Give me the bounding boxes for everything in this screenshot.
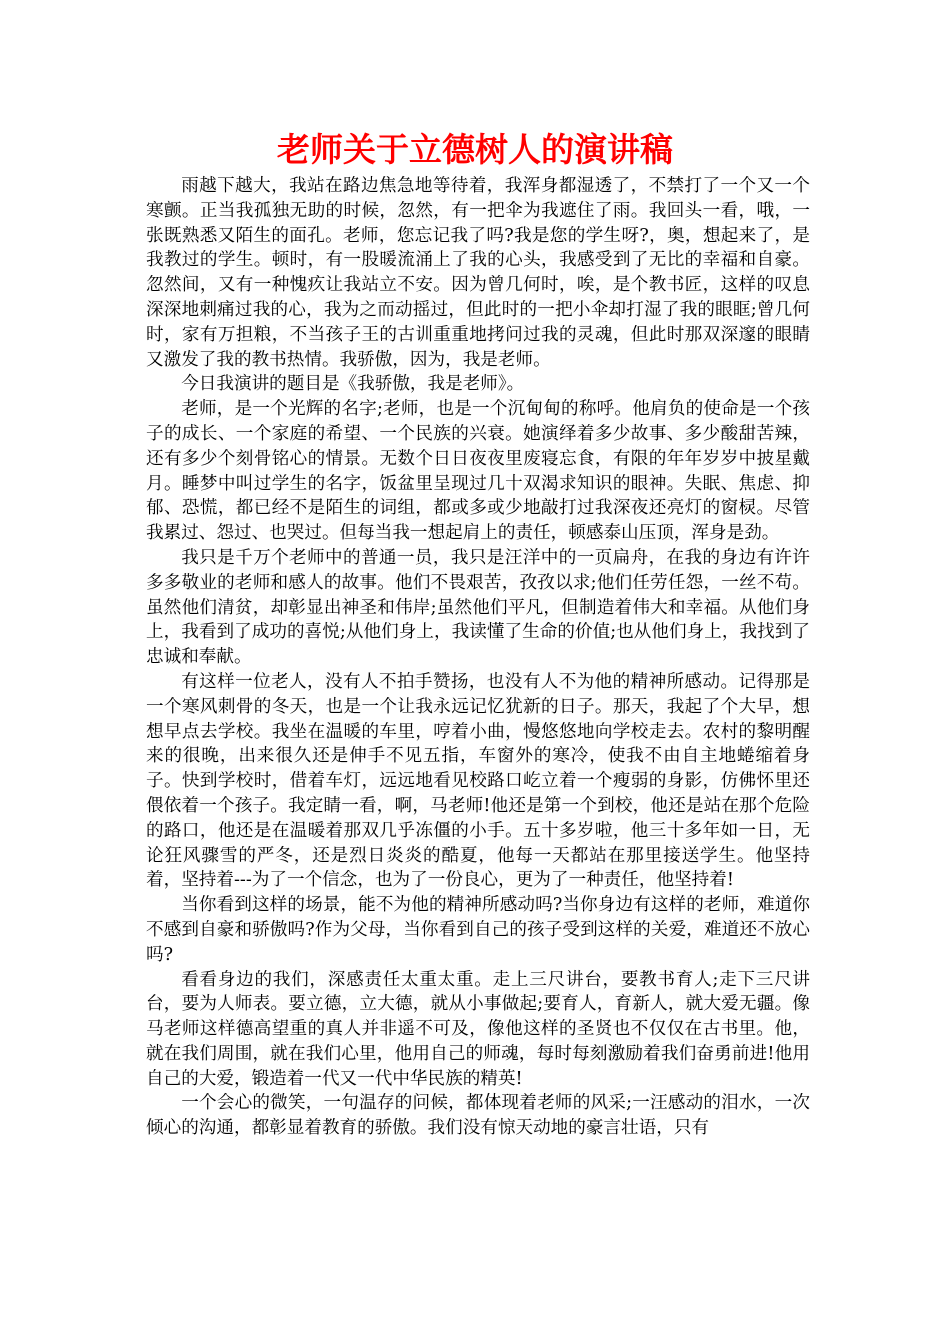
- paragraph: 有这样一位老人，没有人不拍手赞扬，也没有人不为他的精神所感动。记得那是一个寒风刺骨的冬天，也是一个让我永远记忆犹新的日子。那天，我起了个大早，想想早点去学校。我坐在温暖的车里，哼着小曲，慢悠悠地向学校走去。农村的黎明醒来的很晚，出来很久还是伸手不见五指，车窗外的寒冷，使我不由自主地蜷缩着身子。快到学校时，借着车灯，远远地看见校路口屹立着一个瘦弱的身影，仿佛怀里还偎依着一个孩子。我定睛一看，啊，马老师!他还是第一个到校，他还是站在那个危险的路口，他还是在温暖着那双几乎冻僵的小手。五十多岁啦，他三十多年如一日，无论狂风骤雪的严冬，还是烈日炎炎的酷夏，他每一天都站在那里接送学生。他坚持着，坚持着---为了一个信念，也为了一份良心，更为了一种责任，他坚持着!: [146, 671, 810, 891]
- document-body: [146, 174, 810, 1141]
- paragraph: 一个会心的微笑，一句温存的问候，都体现着老师的风采;一汪感动的泪水，一次倾心的沟通，都彰显着教育的骄傲。我们没有惊天动地的豪言壮语，只有: [146, 1093, 810, 1139]
- paragraph: 当你看到这样的场景，能不为他的精神所感动吗?当你身边有这样的老师，难道你不感到自豪和骄傲吗?作为父母，当你看到自己的孩子受到这样的关爱，难道还不放心吗?: [146, 895, 810, 965]
- paragraph: 老师，是一个光辉的名字;老师，也是一个沉甸甸的称呼。他肩负的使命是一个孩子的成长、一个家庭的希望、一个民族的兴衰。她演绎着多少故事、多少酸甜苦辣，还有多少个刻骨铭心的情景。无数个日日夜夜里废寝忘食，有限的年年岁岁中披星戴月。睡梦中叫过学生的名字，饭盆里呈现过几十双渴求知识的眼神。失眠、焦虑、抑郁、恐慌，都已经不是陌生的词组，都或多或少地敲打过我深夜还亮灯的窗棂。尽管我累过、怨过、也哭过。但每当我一想起肩上的责任，顿感泰山压顶，浑身是劲。: [146, 399, 810, 544]
- document-title: 老师关于立德树人的演讲稿: [277, 130, 673, 169]
- paragraph: 看看身边的我们，深感责任太重太重。走上三尺讲台，要教书育人;走下三尺讲台，要为人师表。要立德，立大德，就从小事做起;要育人，育新人，就大爱无疆。像马老师这样德高望重的真人并非遥不可及，像他这样的圣贤也不仅仅在古书里。他，就在我们周围，就在我们心里，他用自己的师魂，每时每刻激励着我们奋勇前进!他用自己的大爱，锻造着一代又一代中华民族的精英!: [146, 969, 810, 1089]
- paragraph: 今日我演讲的题目是《我骄傲，我是老师》。: [181, 374, 525, 395]
- paragraph: 雨越下越大，我站在路边焦急地等待着，我浑身都湿透了，不禁打了一个又一个寒颤。正当我孤独无助的时候，忽然，有一把伞为我遮住了雨。我回头一看，哦，一张既熟悉又陌生的面孔。老师，您忘记我了吗?我是您的学生呀?，奥，想起来了，是我教过的学生。顿时，有一股暖流涌上了我的心头，我感受到了无比的幸福和自豪。忽然间，又有一种愧疚让我站立不安。因为曾几何时，唉，是个教书匠，这样的叹息深深地刺痛过我的心，我为之而动摇过，但此时的一把小伞却打湿了我的眼眶;曾几何时，家有万担粮，不当孩子王的古训重重地拷问过我的灵魂，但此时那双深邃的眼睛又激发了我的教书热情。我骄傲，因为，我是老师。: [146, 176, 810, 370]
- paragraph: 我只是千万个老师中的普通一员，我只是汪洋中的一页扁舟，在我的身边有许许多多敬业的老师和感人的故事。他们不畏艰苦，孜孜以求;他们任劳任怨，一丝不苟。虽然他们清贫，却彰显出神圣和伟岸;虽然他们平凡，但制造着伟大和幸福。从他们身上，我看到了成功的喜悦;从他们身上，我读懂了生命的价值;也从他们身上，我找到了忠诚和奉献。: [146, 547, 810, 668]
